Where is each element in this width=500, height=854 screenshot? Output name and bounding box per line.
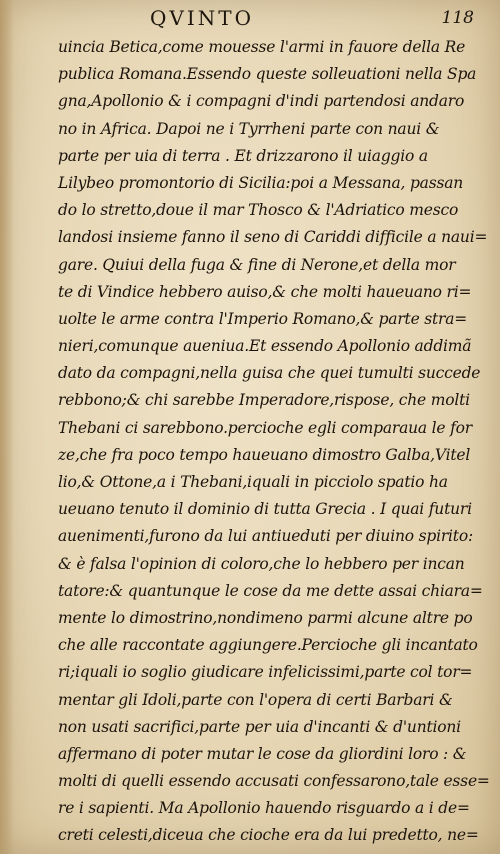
text-line: gna,Apollonio & i compagni d'indi partendosi andaro (58, 92, 465, 111)
text-line: lio,& Ottone,a i Thebani,iquali in picciolo spatio ha (58, 473, 448, 491)
page-header (60, 6, 480, 34)
text-line: affermano di poter mutar le cose da gliordini loro : & (58, 744, 467, 763)
text-line: no in Africa. Dapoi ne i Tyrrheni parte con naui & (58, 119, 440, 138)
text-line: ueuano tenuto il dominio di tutta Grecia . I quai futuri (58, 500, 472, 519)
page-gutter-shadow (0, 0, 14, 854)
text-line: & è falsa l'opinion di coloro,che lo hebbero per incan (58, 554, 465, 573)
text-line: ri;iquali io soglio giudicare infelicissimi,parte col tor= (58, 663, 473, 682)
text-line: publica Romana.Essendo queste solleuationi nella Spa (58, 65, 477, 84)
text-line: mente lo dimostrino,nondimeno parmi alcune altre po (58, 608, 473, 627)
text-line: Thebani ci sarebbono.percioche egli comparaua le for (58, 418, 472, 437)
body-text (58, 34, 490, 850)
text-line: Lilybeo promontorio di Sicilia:poi a Messana, passan (58, 173, 464, 192)
text-line: gare. Quiui della fuga & fine di Nerone,et della mor (58, 255, 456, 274)
page-number: 118 (441, 8, 474, 28)
text-line: uolte le arme contra l'Imperio Romano,& parte stra= (58, 309, 468, 328)
text-line: landosi insieme fanno il seno di Cariddi difficile a naui= (58, 228, 488, 247)
text-line: rebbono;& chi sarebbe Imperadore,rispose, che molti (58, 391, 470, 410)
text-line: nieri,comunque aueniua.Et essendo Apollonio addimã (58, 337, 472, 356)
text-line: uincia Betica,come mouesse l'armi in fauore della Re (58, 38, 466, 56)
text-line: ze,che fra poco tempo haueuano dimostro Galba,Vitel (58, 445, 471, 464)
text-line: te di Vindice hebbero auiso,& che molti haueuano ri= (58, 282, 472, 301)
text-line: tatore:& quantunque le cose da me dette assai chiara= (58, 581, 483, 600)
text-line: dato da compagni,nella guisa che quei tumulti succede (58, 364, 481, 383)
text-line: creti celesti,diceua che cioche era da lui predetto, ne= (58, 826, 479, 845)
text-line: molti di quelli essendo accusati confessarono,tale esse= (58, 772, 490, 791)
text-line: mentar gli Idoli,parte con l'opera di certi Barbari & (58, 690, 453, 709)
text-line: parte per uia di terra . Et drizzarono il uiaggio a (58, 146, 428, 165)
running-head: QVINTO (150, 6, 254, 30)
text-line: do lo stretto,doue il mar Thosco & l'Adriatico mesco (58, 201, 459, 220)
text-line: re i sapienti. Ma Apollonio hauendo risguardo a i de= (58, 799, 470, 818)
text-line: che alle raccontate aggiungere.Percioche gli incantato (58, 636, 478, 655)
text-line: auenimenti,furono da lui antiueduti per diuino spirito: (58, 527, 473, 546)
text-line: non usati sacrifici,parte per uia d'incanti & d'untioni (58, 717, 461, 736)
